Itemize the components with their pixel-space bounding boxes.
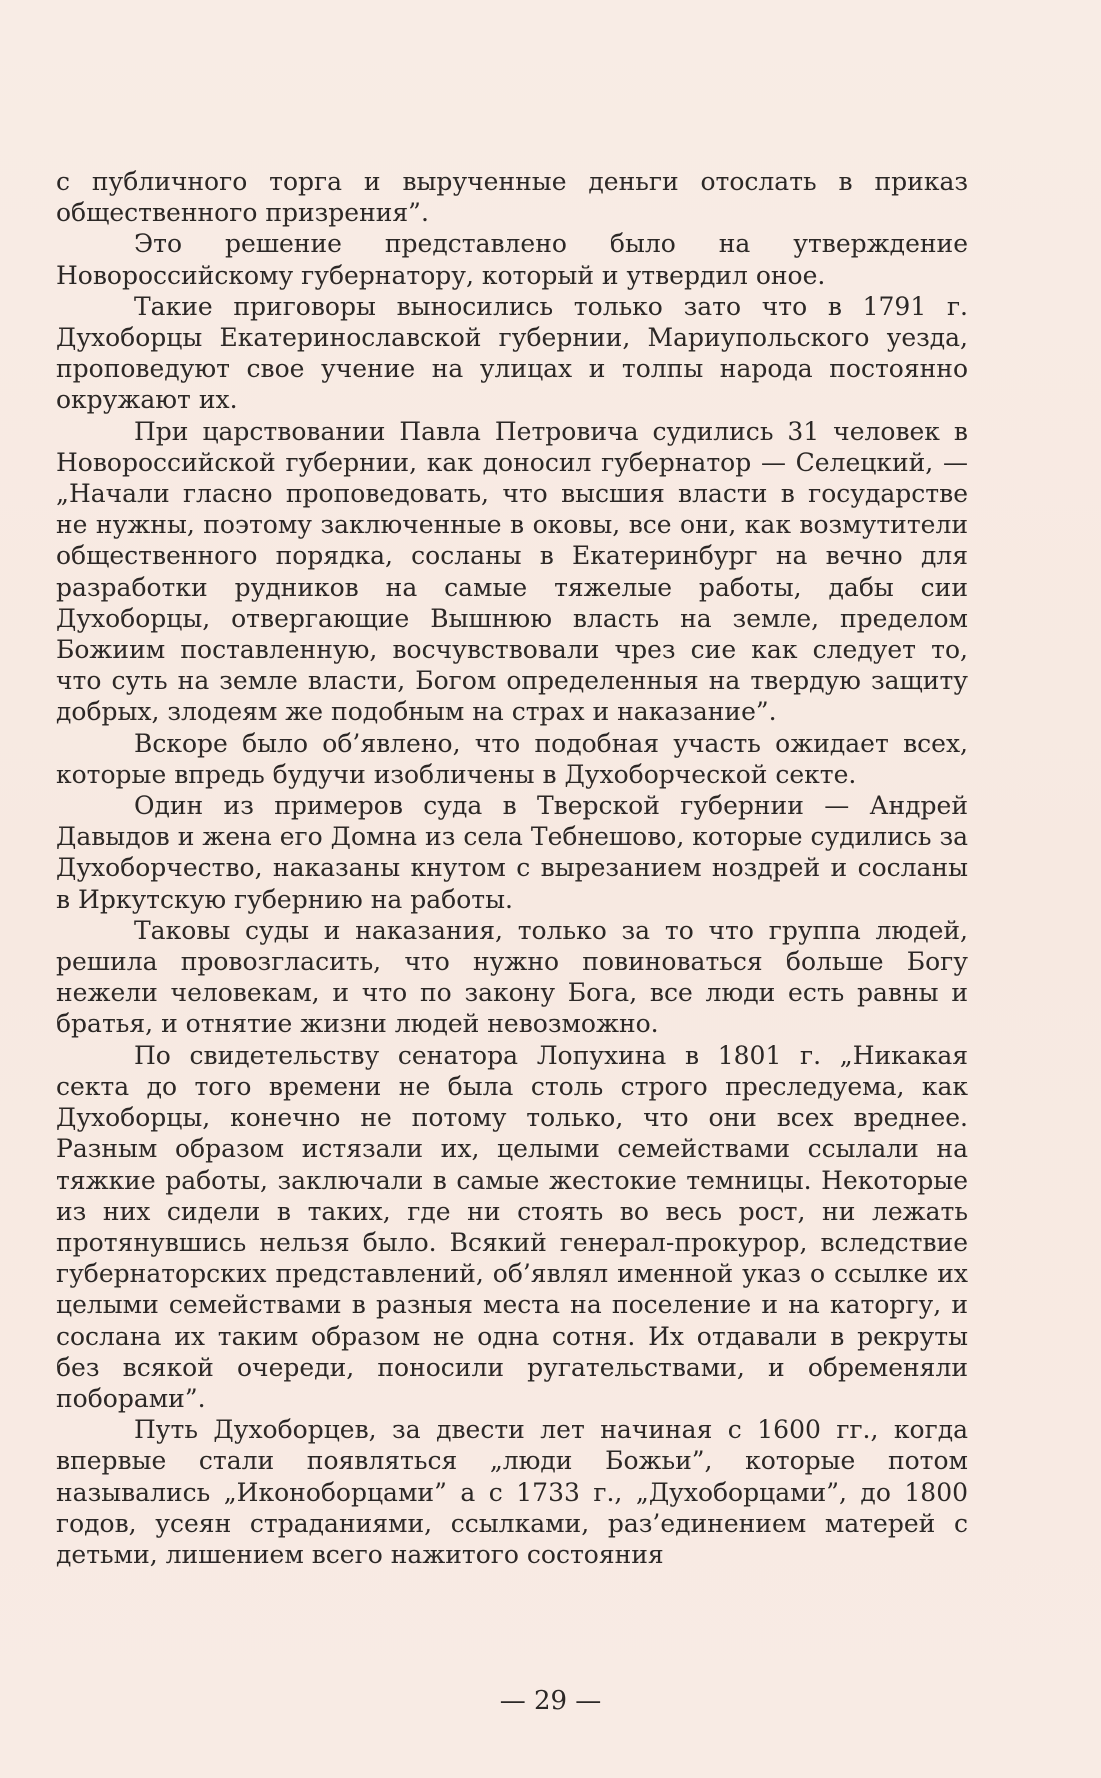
paragraph-9: Путь Духоборцев, за двести лет начиная с 1600 гг., когда впервые стали появляться „люди Божьи”, которые потом назывались „Иконоборцами” а с 1733 г., „Духоборцами”, до 1800 годов, усеян страданиями, ссылками, раз’единением матерей с детьми, лишением всего нажитого состояния [56, 1415, 968, 1569]
paragraph-3: Такие приговоры выносились только зато что в 1791 г. Духоборцы Екатеринославской губернии, Мариупольского уезда, проповедуют свое учение на улицах и толпы народа постоянно окружают их. [56, 291, 968, 415]
paragraph-2: Это решение представлено было на утверждение Новороссийскому губернатору, который и утвердил оное. [56, 229, 968, 290]
paragraph-1: с публичного торга и вырученные деньги отослать в приказ общественного призрения”. [56, 167, 968, 228]
paragraph-4: При царствовании Павла Петровича судились 31 человек в Новороссийской губернии, как доносил губернатор — Селецкий, — „Начали гласно проповедовать, что высшия власти в государстве не нужны, поэтому заключенные в оковы, все они, как возмутители общественного порядка, сосланы в Екатеринбург на вечно для разработки рудников на самые тяжелые работы, дабы сии Духоборцы, отвергающие Вышнюю власть на земле, пределом Божиим поставленную, восчувствовали чрез сие как следует то, что суть на земле власти, Богом определенныя на твердую защиту добрых, злодеям же подобным на страх и наказание”. [56, 416, 968, 727]
body-text [56, 166, 968, 1570]
paragraph-7: Таковы суды и наказания, только за то что группа людей, решила провозгласить, что нужно повиноваться больше Богу нежели человекам, и что по закону Бога, все люди есть равны и братья, и отнятие жизни людей невозможно. [56, 915, 968, 1039]
paragraph-8: По свидетельству сенатора Лопухина в 1801 г. „Никакая секта до того времени не была столь строго преследуема, как Духоборцы, конечно не потому только, что они всех вреднее. Разным образом истязали их, целыми семействами ссылали на тяжкие работы, заключали в самые жестокие темницы. Некоторые из них сидели в таких, где ни стоять во весь рост, ни лежать протянувшись нельзя было. Всякий генерал-прокурор, вследствие губернаторских представлений, об’являл именной указ о ссылке их целыми семействами в разныя места на поселение и на каторгу, и сослана их таким образом не одна сотня. Их отдавали в рекруты без всякой очереди, поносили ругательствами, и обременяли поборами”. [56, 1040, 968, 1413]
paragraph-5: Вскоре было об’явлено, что подобная участь ожидает всех, которые впредь будучи изобличены в Духоборческой секте. [56, 728, 968, 789]
page-number: — 29 — [499, 1686, 602, 1716]
paragraph-6: Один из примеров суда в Тверской губернии — Андрей Давыдов и жена его Домна из села Тебнешово, которые судились за Духоборчество, наказаны кнутом с вырезанием ноздрей и сосланы в Иркутскую губернию на работы. [56, 791, 968, 914]
